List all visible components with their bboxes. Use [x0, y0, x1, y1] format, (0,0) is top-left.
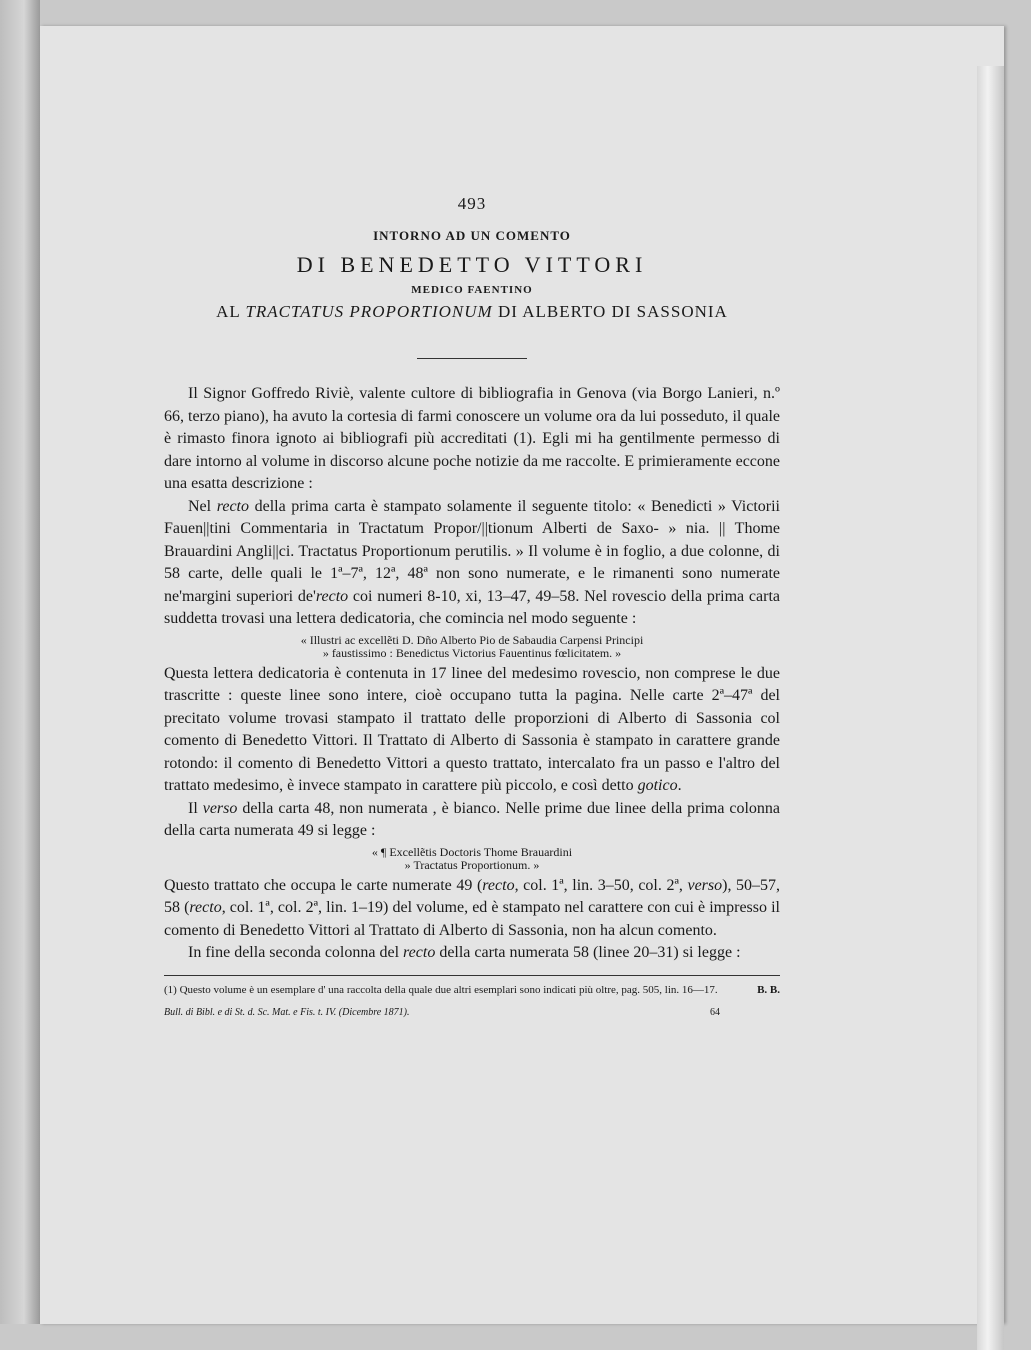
p5-text-c: ), 50–57, 58 (: [164, 876, 781, 916]
footnote-rule: [164, 975, 780, 976]
p3-italic: gotico: [637, 777, 678, 794]
p3-text-a: Questa lettera dedicatoria è contenuta in 17 linee del medesimo rovescio, non comprese le due trascritte : queste linee sono intere, cioè occupano tutta la pagina. Nelle carte 2ª–47ª del precitato volume trovasi stampato il trattato delle proporzioni di Alberto di Sassonia col comento di Benedetto Vittori. Il Trattato di Alberto di Sassonia è stampato in carattere grande rotondo: il comento di Benedetto Vittori a questo trattato, intercalato fra un passo e l'altro del trattato medesimo, è invece stampato in carattere più piccolo, e così detto: [164, 664, 780, 794]
p5-italic-3: recto: [189, 899, 222, 916]
heading-line-4: [164, 302, 780, 322]
p6-text-b: della carta numerata 58 (linee 20–31) si legge :: [439, 944, 741, 961]
paragraph-2: [164, 496, 780, 631]
p4-italic: verso: [202, 799, 238, 817]
p2-text-a: Nel: [188, 497, 212, 515]
p5-italic-2: verso: [687, 876, 723, 894]
page: [40, 26, 1004, 1324]
p2-text-c: coi numeri 8-10, xi, 13–47, 49–58. Nel rovescio della prima carta suddetta trovasi una lettera dedicatoria, che comincia nel modo seguente :: [164, 587, 780, 627]
p5-italic-1: recto: [482, 876, 515, 894]
quote-1-line-1: « Illustri ac excellẽti D. Dño Alberto Pio de Sabaudia Carpensi Principi: [300, 632, 644, 647]
quote-1: [164, 634, 780, 660]
signature-mark: 64: [710, 1006, 720, 1018]
journal-reference: Bull. di Bibl. e di St. d. Sc. Mat. e Fis. t. IV. (Dicembre 1871).: [164, 1006, 410, 1018]
p5-text-a: Questo trattato che occupa le carte numerate 49 (: [164, 876, 483, 894]
paragraph-4: [164, 798, 780, 843]
footnote-text: (1) Questo volume è un esemplare d' una raccolta della quale due altri esemplari sono indicati più oltre, pag. 505, lin. 16—17.: [164, 983, 718, 996]
heading-line-4-post: DI ALBERTO DI SASSONIA: [497, 302, 728, 321]
left-page-edge: [0, 0, 40, 1324]
heading-line-4-italic: TRACTATUS PROPORTIONUM: [245, 302, 493, 321]
paragraph-5: [164, 875, 780, 943]
quote-1-line-2: » faustissimo : Benedictus Victorius Fauentinus fœlicitatem. »: [322, 645, 622, 660]
p2-italic-1: recto: [216, 497, 249, 515]
quote-2-line-2: » Tractatus Proportionum. »: [404, 857, 540, 872]
paragraph-3: [164, 663, 780, 798]
p3-text-b: .: [677, 777, 682, 794]
p5-text-b: , col. 1ª, lin. 3–50, col. 2ª,: [514, 876, 683, 894]
p2-text-b: della prima carta è stampato solamente il seguente titolo: « Benedicti » Victorii Fauen||tini Commentaria in Tractatum Propor/||tionum Alberti de Saxo- » nia. || Thome Brauardini Angli||ci. Tractatus Proportionum perutilis. » Il volume è in foglio, a due colonne, di 58 carte, delle quali le 1ª–7ª, 12ª, 48ª non sono numerate, e le rimanenti sono numerate ne'margini superiori de': [164, 497, 781, 605]
heading-line-3: MEDICO FAENTINO: [411, 284, 533, 296]
p2-italic-2: recto: [315, 587, 349, 605]
page-stack-edge: [977, 66, 1004, 1350]
footnote: [164, 984, 780, 997]
heading-line-2: DI BENEDETTO VITTORI: [296, 252, 648, 277]
p4-text-b: della carta 48, non numerata , è bianco. Nelle prime due linee della prima colonna della carta numerata 49 si legge :: [164, 799, 781, 839]
heading-line-4-pre: AL: [216, 302, 241, 321]
footnote-signature: B. B.: [757, 983, 780, 996]
quote-2: [164, 846, 780, 872]
page-footer: [164, 1007, 780, 1018]
page-number: 493: [457, 194, 487, 213]
p6-italic: recto: [403, 944, 436, 961]
p5-text-d: , col. 1ª, col. 2ª, lin. 1–19) del volume, ed è stampato nel carattere con cui è impresso il comento di Benedetto Vittori al Trattato di Alberto di Sassonia, non ha alcun comento.: [164, 899, 780, 939]
heading-line-1: INTORNO AD UN COMENTO: [373, 228, 571, 243]
p4-text-a: Il: [188, 799, 198, 817]
paragraph-6: [164, 942, 780, 965]
quote-2-line-1: « ¶ Excellẽtis Doctoris Thome Brauardini: [371, 844, 573, 859]
page-content: [164, 194, 780, 1018]
paragraph-1: Il Signor Goffredo Riviè, valente cultore di bibliografia in Genova (via Borgo Lanieri, n.º 66, terzo piano), ha avuto la cortesia di farmi conoscere un volume ora da lui posseduto, il quale è rimasto finora ignoto ai bibliografi più accreditati (1). Egli mi ha gentilmente permesso di dare intorno al volume in discorso alcune poche notizie da me raccolte. E primieramente eccone una esatta descrizione :: [164, 385, 780, 492]
p6-text-a: In fine della seconda colonna del: [188, 944, 400, 961]
title-rule: [417, 358, 527, 359]
